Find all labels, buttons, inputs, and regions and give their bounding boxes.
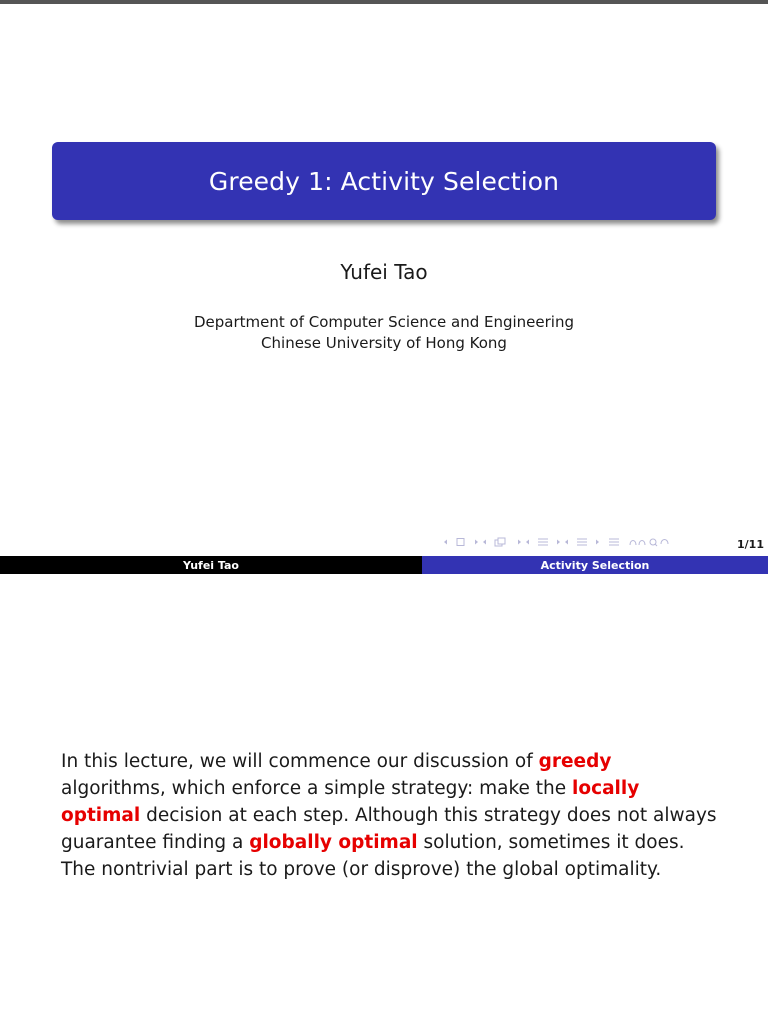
nav-subsection-icon[interactable] [482,536,522,548]
nav-search-icon[interactable] [628,536,670,548]
institute-line-2: Chinese University of Hong Kong [261,334,507,352]
beamer-navigation-symbols [443,534,670,550]
page-number: 1/11 [737,538,764,551]
footer-author: Yufei Tao [0,556,422,574]
slide-1 [0,4,768,576]
paragraph-text-1: In this lecture, we will commence our discussion of [61,751,539,772]
nav-frame-icon[interactable] [443,536,479,548]
footline [0,556,768,574]
nav-appendix-icon[interactable] [603,536,625,548]
slide-title: Greedy 1: Activity Selection [208,166,560,196]
paragraph-text-4: solution, sometimes it does. The nontrivial part is to prove (or disprove) the global optimality. [61,832,685,880]
intro-paragraph [61,748,721,883]
author-name: Yufei Tao [340,260,428,284]
institute-line-1: Department of Computer Science and Engineering [193,313,574,331]
nav-section-icon[interactable] [525,536,561,548]
institute [0,312,768,354]
paragraph-text-2: algorithms, which enforce a simple strategy: make the [61,778,573,799]
term-locally-optimal: locally optimal [61,778,640,826]
title-box [52,142,716,220]
footer-title: Activity Selection [422,556,768,574]
term-greedy: greedy [538,751,612,772]
nav-document-icon[interactable] [564,536,600,548]
paragraph-text-3: decision at each step. Although this strategy does not always guarantee finding a [61,805,717,853]
slide-2 [0,576,768,1024]
term-globally-optimal: globally optimal [249,832,418,853]
